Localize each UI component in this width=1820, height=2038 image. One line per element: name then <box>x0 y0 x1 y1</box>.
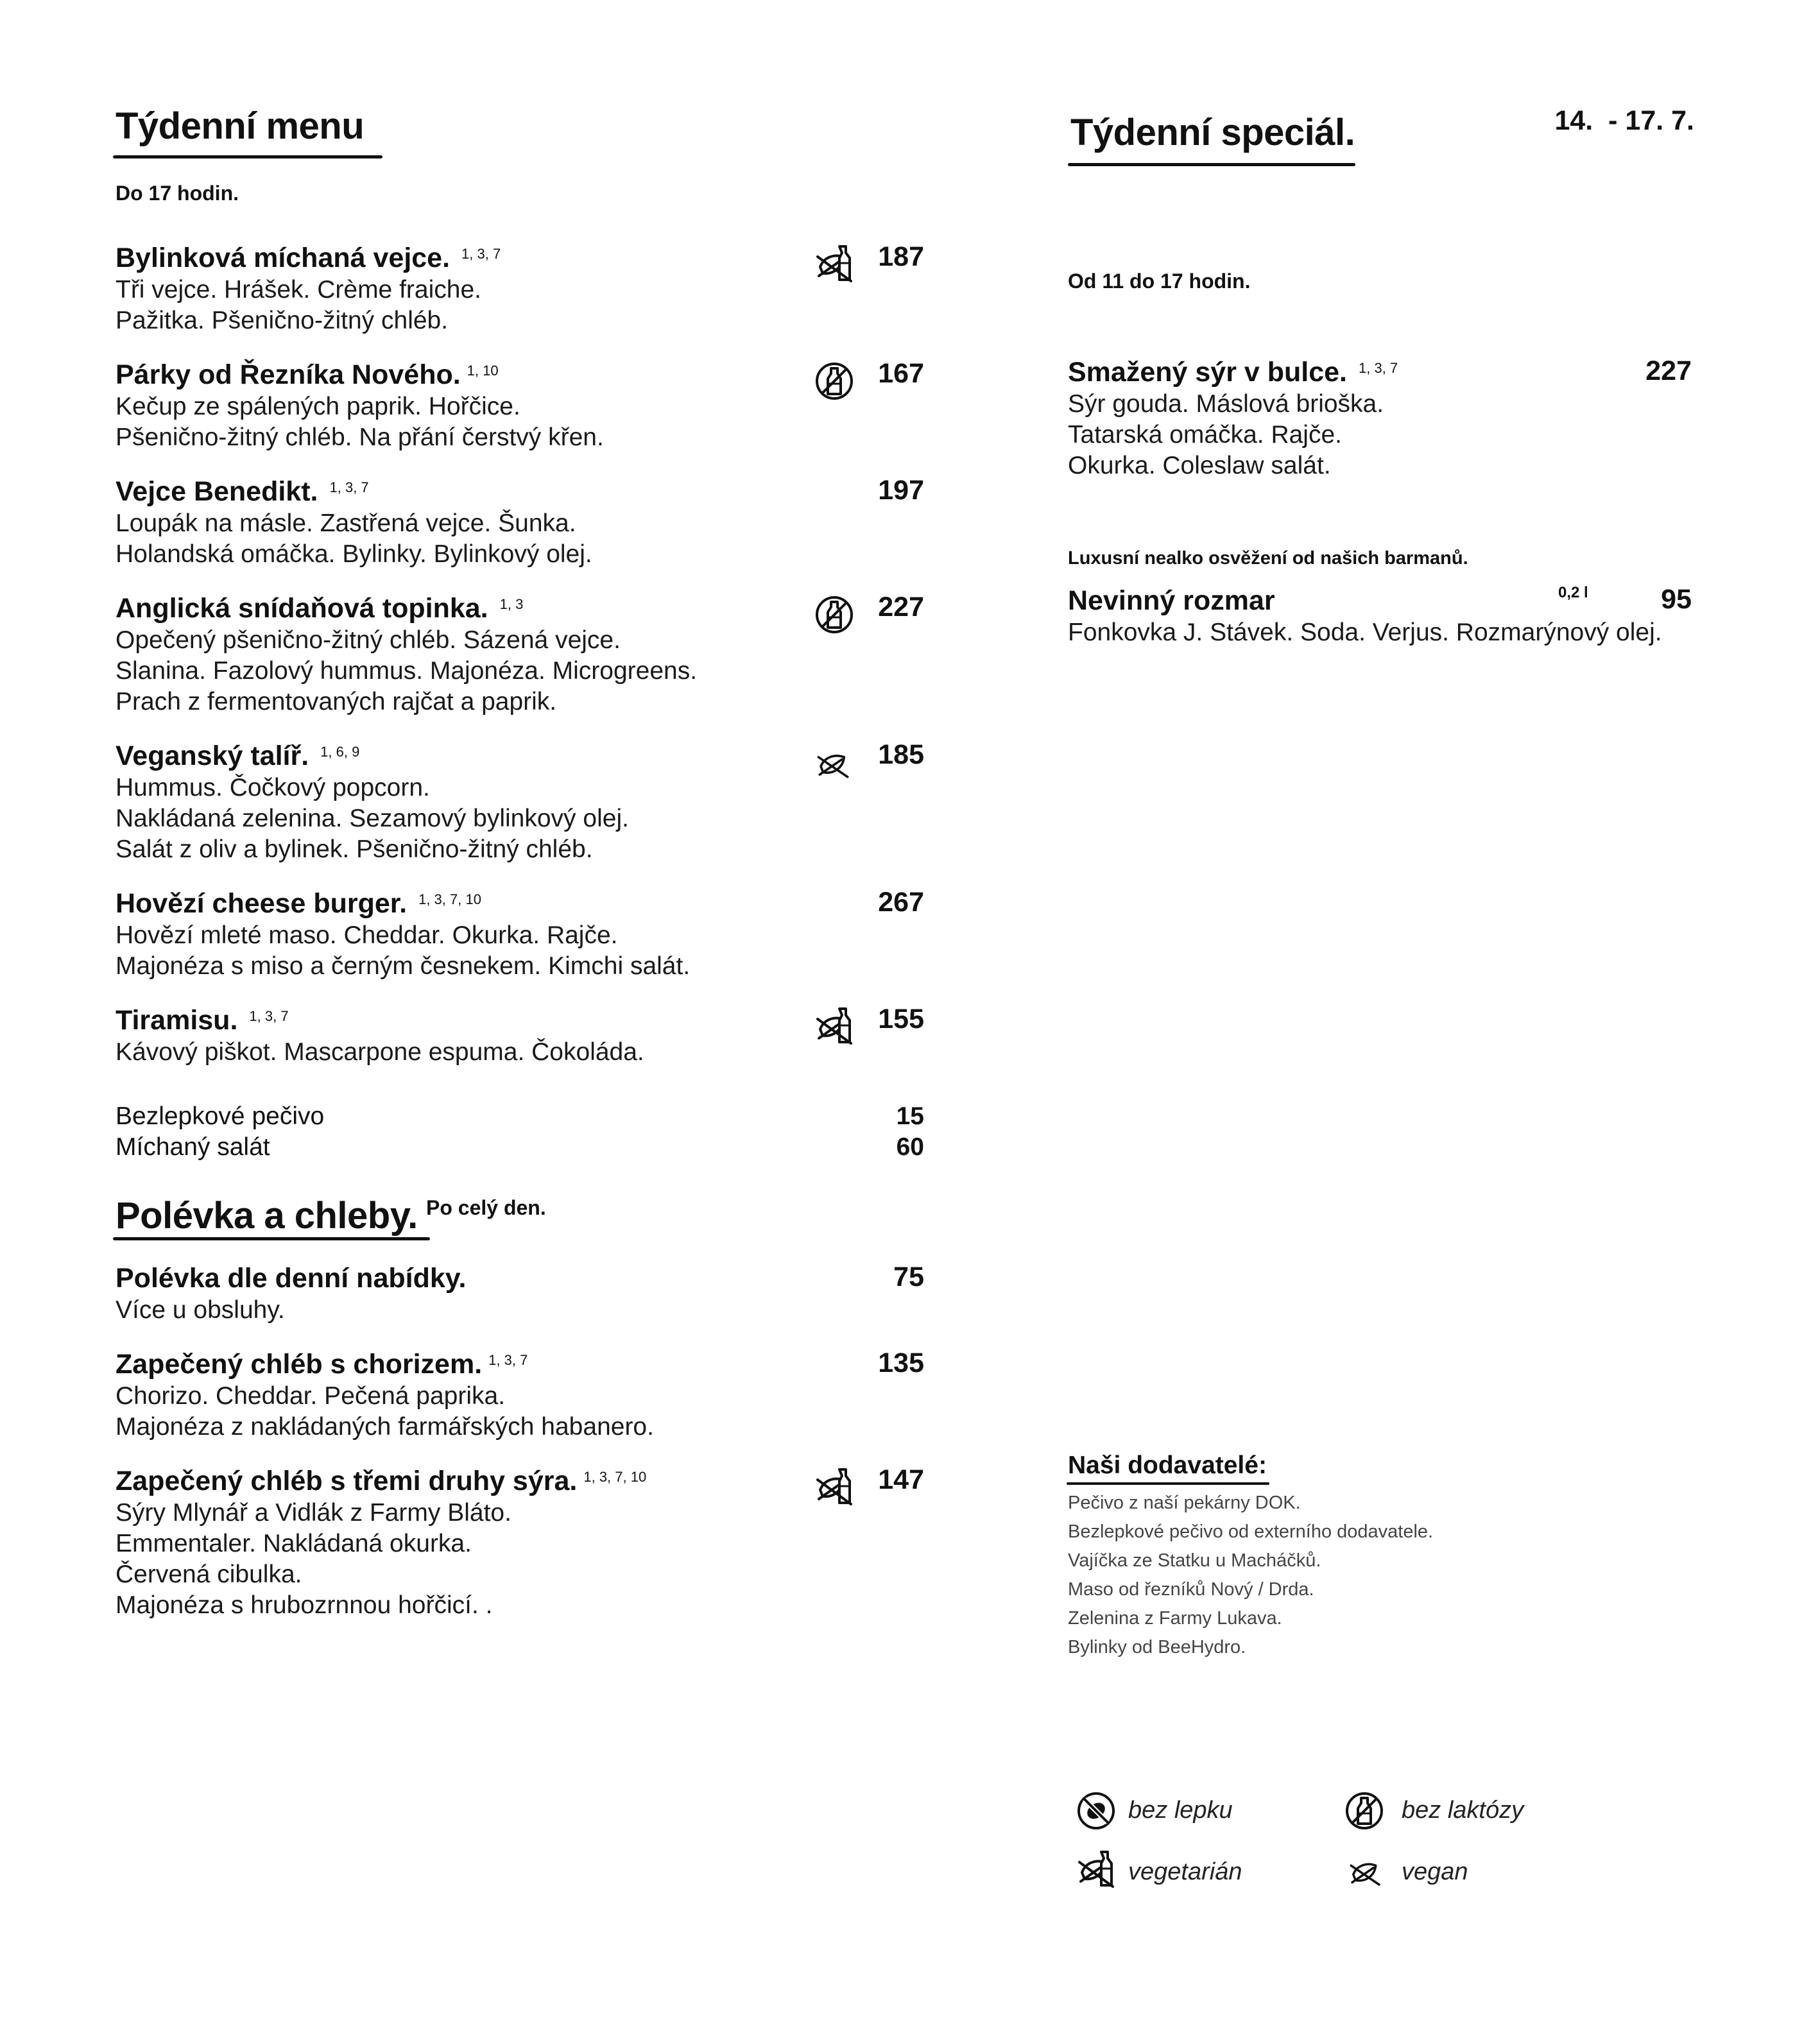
menu-item-desc: Holandská omáčka. Bylinky. Bylinkový olej. <box>116 540 592 568</box>
menu-item <box>116 739 924 865</box>
menu-item-desc: Kečup ze spálených paprik. Hořčice. <box>116 393 520 420</box>
weekly-special-title: Týdenní speciál. <box>1070 112 1355 153</box>
extras-row <box>116 1132 924 1163</box>
suppliers-title-underline <box>1067 1482 1269 1485</box>
menu-item-desc: Více u obsluhy. <box>116 1296 285 1324</box>
legend-gluten-free: bez lepku <box>1128 1797 1233 1824</box>
extras-name: Míchaný salát <box>116 1133 270 1161</box>
suppliers-list <box>1068 1489 1433 1662</box>
menu-item-name: Polévka dle denní nabídky. <box>116 1263 467 1294</box>
drinks-note: Luxusní nealko osvěžení od našich barmanů. <box>1068 548 1468 569</box>
menu-item <box>116 241 924 336</box>
menu-item-desc: Emmentaler. Nakládaná okurka. <box>116 1530 472 1557</box>
allergens: 1, 3, 7 <box>1359 360 1398 376</box>
menu-item-name: Tiramisu. <box>116 1005 238 1036</box>
menu-item-desc: Majonéza s hrubozrnnou hořčicí. . <box>116 1591 493 1619</box>
menu-item-desc: Slanina. Fazolový hummus. Majonéza. Microgreens. <box>116 657 698 685</box>
menu-item-price: 187 <box>878 241 924 272</box>
menu-item-desc: Sýry Mlynář a Vidlák z Farmy Bláto. <box>116 1499 511 1527</box>
menu-item-name: Veganský talíř. <box>116 741 309 771</box>
allergens: 1, 3, 7 <box>461 246 501 262</box>
lactose-free-icon <box>814 594 855 635</box>
menu-item-name: Anglická snídaňová topinka. <box>116 593 488 624</box>
vegetarian-icon <box>1077 1849 1118 1890</box>
allergens: 1, 3, 7, 10 <box>583 1469 647 1485</box>
allergens: 1, 3, 7 <box>488 1352 528 1368</box>
menu-item-price: 227 <box>878 592 924 622</box>
vegetarian-icon <box>815 1006 856 1047</box>
menu-item-price: 75 <box>893 1262 924 1292</box>
supplier-line: Zelenina z Farmy Lukava. <box>1068 1608 1282 1629</box>
extras-price: 15 <box>896 1102 924 1130</box>
menu-item-price: 147 <box>878 1464 924 1495</box>
extras-price: 60 <box>896 1133 924 1161</box>
menu-item-price: 267 <box>878 887 924 918</box>
allergens: 1, 3, 7 <box>249 1008 289 1024</box>
special-item <box>1068 355 1692 481</box>
soups-note: Po celý den. <box>426 1196 546 1219</box>
menu-item-desc: Chorizo. Cheddar. Pečená paprika. <box>116 1382 506 1410</box>
menu-item-name: Bylinková míchaná vejce. <box>116 243 451 273</box>
menu-item <box>116 1464 924 1621</box>
weekly-menu-title-underline <box>113 155 382 158</box>
special-item-desc: Sýr gouda. Máslová brioška. <box>1068 390 1384 418</box>
weekly-special-note: Od 11 do 17 hodin. <box>1068 270 1251 293</box>
vegan-icon <box>815 744 852 782</box>
drink-price: 95 <box>1661 584 1692 615</box>
menu-item-desc: Hummus. Čočkový popcorn. <box>116 774 430 801</box>
allergens: 1, 3, 7 <box>329 479 369 495</box>
menu-item <box>116 358 924 453</box>
weekly-menu-note: Do 17 hodin. <box>116 182 239 205</box>
special-item-name: Smažený sýr v bulce. <box>1068 357 1347 388</box>
drink-volume: 0,2 l <box>1558 584 1588 601</box>
menu-item-desc: Majonéza s miso a černým česnekem. Kimchi salát. <box>116 952 691 980</box>
menu-item-desc: Kávový piškot. Mascarpone espuma. Čokoláda. <box>116 1038 644 1066</box>
extras-row <box>116 1101 924 1132</box>
menu-item-name: Zapečený chléb s třemi druhy sýra. <box>116 1466 578 1496</box>
supplier-line: Bylinky od BeeHydro. <box>1068 1637 1246 1657</box>
menu-item-name: Párky od Řezníka Nového. <box>116 359 461 390</box>
menu-item-desc: Salát z oliv a bylinek. Pšenično-žitný chléb. <box>116 835 593 863</box>
weekly-special-title-underline <box>1068 163 1355 166</box>
menu-item <box>116 1262 924 1326</box>
supplier-line: Bezlepkové pečivo od externího dodavatele. <box>1068 1521 1434 1542</box>
menu-item-desc: Hovězí mleté maso. Cheddar. Okurka. Rajče. <box>116 921 618 949</box>
menu-item-price: 155 <box>878 1004 924 1034</box>
allergens: 1, 3 <box>499 596 524 612</box>
supplier-line: Maso od řezníků Nový / Drda. <box>1068 1579 1314 1600</box>
menu-item-name: Vejce Benedikt. <box>116 476 318 507</box>
menu-item-price: 167 <box>878 358 924 389</box>
menu-item-name: Hovězí cheese burger. <box>116 888 408 919</box>
vegan-icon <box>1348 1853 1384 1889</box>
menu-item-name: Zapečený chléb s chorizem. <box>116 1349 483 1380</box>
menu-item-desc: Tři vejce. Hrášek. Crème fraiche. <box>116 276 481 304</box>
special-item-desc: Okurka. Coleslaw salát. <box>1068 452 1331 479</box>
menu-item <box>116 475 924 570</box>
lactose-free-icon <box>1344 1790 1385 1831</box>
menu-item-desc: Loupák na másle. Zastřená vejce. Šunka. <box>116 510 576 537</box>
extras-list <box>116 1101 924 1163</box>
menu-item-price: 185 <box>878 739 924 770</box>
menu-item-desc: Nakládaná zelenina. Sezamový bylinkový olej. <box>116 805 629 832</box>
menu-item <box>116 887 924 982</box>
menu-item-price: 197 <box>878 475 924 506</box>
supplier-line: Vajíčka ze Statku u Macháčků. <box>1068 1550 1321 1571</box>
soups-title-underline <box>113 1237 430 1240</box>
supplier-line: Pečivo z naší pekárny DOK. <box>1068 1493 1301 1513</box>
legend-vegetarian: vegetarián <box>1128 1858 1242 1885</box>
vegetarian-icon <box>815 244 856 285</box>
menu-item-desc: Pažitka. Pšenično-žitný chléb. <box>116 307 449 334</box>
special-item-desc: Tatarská omáčka. Rajče. <box>1068 421 1343 449</box>
gluten-free-icon <box>1076 1790 1117 1831</box>
extras-name: Bezlepkové pečivo <box>116 1102 325 1130</box>
drink-name: Nevinný rozmar <box>1068 585 1275 616</box>
menu-item-desc: Opečený pšenično-žitný chléb. Sázená vejce. <box>116 626 621 654</box>
allergens: 1, 3, 7, 10 <box>418 891 481 907</box>
allergens: 1, 6, 9 <box>320 744 360 760</box>
menu-item-price: 135 <box>878 1348 924 1378</box>
menu-item-desc: Červená cibulka. <box>116 1561 302 1588</box>
weekly-menu-title: Týdenní menu <box>116 105 365 147</box>
menu-item-desc: Pšenično-žitný chléb. Na přání čerstvý křen. <box>116 424 604 451</box>
soups-title: Polévka a chleby. <box>116 1195 418 1237</box>
allergens: 1, 10 <box>467 363 499 379</box>
legend-lactose-free: bez laktózy <box>1402 1797 1524 1824</box>
menu-item <box>116 1004 924 1068</box>
weekly-special-date-range: 14. - 17. 7. <box>1554 105 1694 136</box>
vegetarian-icon <box>815 1467 856 1508</box>
menu-item <box>116 1348 924 1443</box>
special-item-price: 227 <box>1645 355 1692 386</box>
drink-desc: Fonkovka J. Stávek. Soda. Verjus. Rozmarýnový olej. <box>1068 619 1662 646</box>
menu-item <box>116 592 924 717</box>
menu-item-desc: Prach z fermentovaných rajčat a paprik. <box>116 688 557 715</box>
lactose-free-icon <box>814 361 855 402</box>
legend-vegan: vegan <box>1402 1858 1468 1885</box>
drink-item <box>1068 584 1692 648</box>
suppliers-title: Naši dodavatelé: <box>1068 1451 1267 1479</box>
menu-item-desc: Majonéza z nakládaných farmářských habanero. <box>116 1413 654 1441</box>
